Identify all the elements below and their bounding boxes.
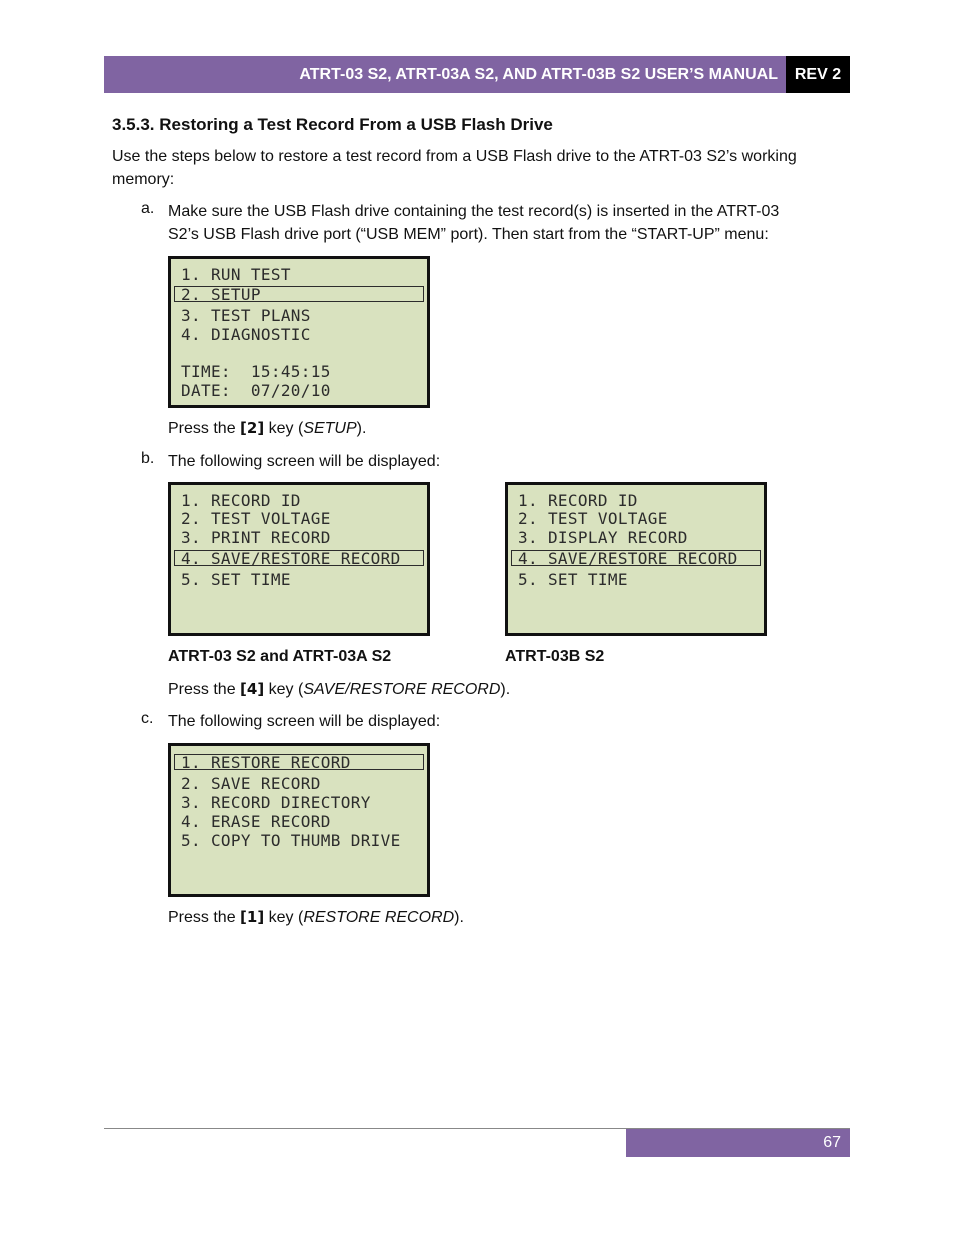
lcd-line: 3. DISPLAY RECORD	[518, 528, 688, 547]
step-c-letter: c.	[141, 710, 154, 727]
lcd-time: TIME: 15:45:15	[181, 362, 331, 381]
key-label: [2]	[240, 419, 265, 437]
step-b-letter: b.	[141, 450, 155, 467]
manual-title: ATRT-03 S2, ATRT-03A S2, AND ATRT-03B S2 USER’S MANUAL	[104, 56, 786, 93]
lcd-save-restore-menu	[168, 743, 430, 897]
action-name: RESTORE RECORD	[303, 909, 455, 926]
press-text: ).	[500, 681, 511, 698]
page-header	[104, 56, 850, 93]
press-text: ).	[454, 909, 464, 926]
action-name: SETUP	[303, 420, 357, 437]
action-name: SAVE/RESTORE RECORD	[303, 681, 501, 698]
step-a-line-2: S2’s USB Flash drive port (“USB MEM” port). Then start from the “START-UP” menu:	[168, 226, 769, 243]
press-text: key (	[264, 909, 304, 926]
caption-atrt-03b: ATRT-03B S2	[505, 648, 605, 665]
lcd-date: DATE: 07/20/10	[181, 381, 331, 400]
step-a-line-1: Make sure the USB Flash drive containing the test record(s) is inserted in the ATRT-03	[168, 203, 780, 220]
press-text: ).	[356, 420, 367, 437]
lcd-line: 2. SAVE RECORD	[181, 774, 321, 793]
revision-badge: REV 2	[786, 56, 850, 93]
lcd-line: 4. DIAGNOSTIC	[181, 325, 311, 344]
intro-line-1: Use the steps below to restore a test record from a USB Flash drive to the ATRT-03 S2’s working	[112, 148, 797, 165]
step-a-press-instruction	[168, 417, 366, 440]
caption-atrt-03: ATRT-03 S2 and ATRT-03A S2	[168, 648, 392, 665]
lcd-setup-menu-atrt-03	[168, 482, 430, 636]
press-text: key (	[264, 681, 304, 698]
step-c-text: The following screen will be displayed:	[168, 713, 441, 730]
step-c-press-instruction	[168, 906, 464, 929]
lcd-line: 1. RECORD ID	[518, 491, 638, 510]
key-label: [4]	[240, 680, 265, 698]
lcd-line: 5. COPY TO THUMB DRIVE	[181, 831, 401, 850]
lcd-line: 3. PRINT RECORD	[181, 528, 331, 547]
press-text: key (	[264, 420, 304, 437]
press-text: Press the	[168, 420, 241, 437]
step-b-press-instruction	[168, 678, 510, 701]
lcd-line-selected: 4. SAVE/RESTORE RECORD	[518, 549, 738, 568]
lcd-line-selected: 1. RESTORE RECORD	[181, 753, 351, 772]
section-title: 3.5.3. Restoring a Test Record From a USB Flash Drive	[112, 115, 553, 134]
step-b-text: The following screen will be displayed:	[168, 453, 441, 470]
lcd-line: 3. RECORD DIRECTORY	[181, 793, 371, 812]
lcd-line: 4. ERASE RECORD	[181, 812, 331, 831]
step-a-text	[168, 200, 848, 246]
lcd-setup-menu-atrt-03b	[505, 482, 767, 636]
step-a-letter: a.	[141, 200, 155, 217]
press-text: Press the	[168, 909, 241, 926]
lcd-line: 2. TEST VOLTAGE	[518, 509, 668, 528]
lcd-line-selected: 4. SAVE/RESTORE RECORD	[181, 549, 401, 568]
lcd-line: 1. RECORD ID	[181, 491, 301, 510]
page-number: 67	[626, 1129, 850, 1157]
lcd-line: 2. TEST VOLTAGE	[181, 509, 331, 528]
key-label: [1]	[240, 908, 265, 926]
lcd-line: 1. RUN TEST	[181, 265, 291, 284]
lcd-startup-menu	[168, 256, 430, 408]
lcd-line: 3. TEST PLANS	[181, 306, 311, 325]
intro-line-2: memory:	[112, 171, 175, 188]
lcd-line: 5. SET TIME	[518, 570, 628, 589]
intro-paragraph	[112, 145, 852, 191]
press-text: Press the	[168, 681, 241, 698]
lcd-line-selected: 2. SETUP	[181, 285, 261, 304]
lcd-line: 5. SET TIME	[181, 570, 291, 589]
